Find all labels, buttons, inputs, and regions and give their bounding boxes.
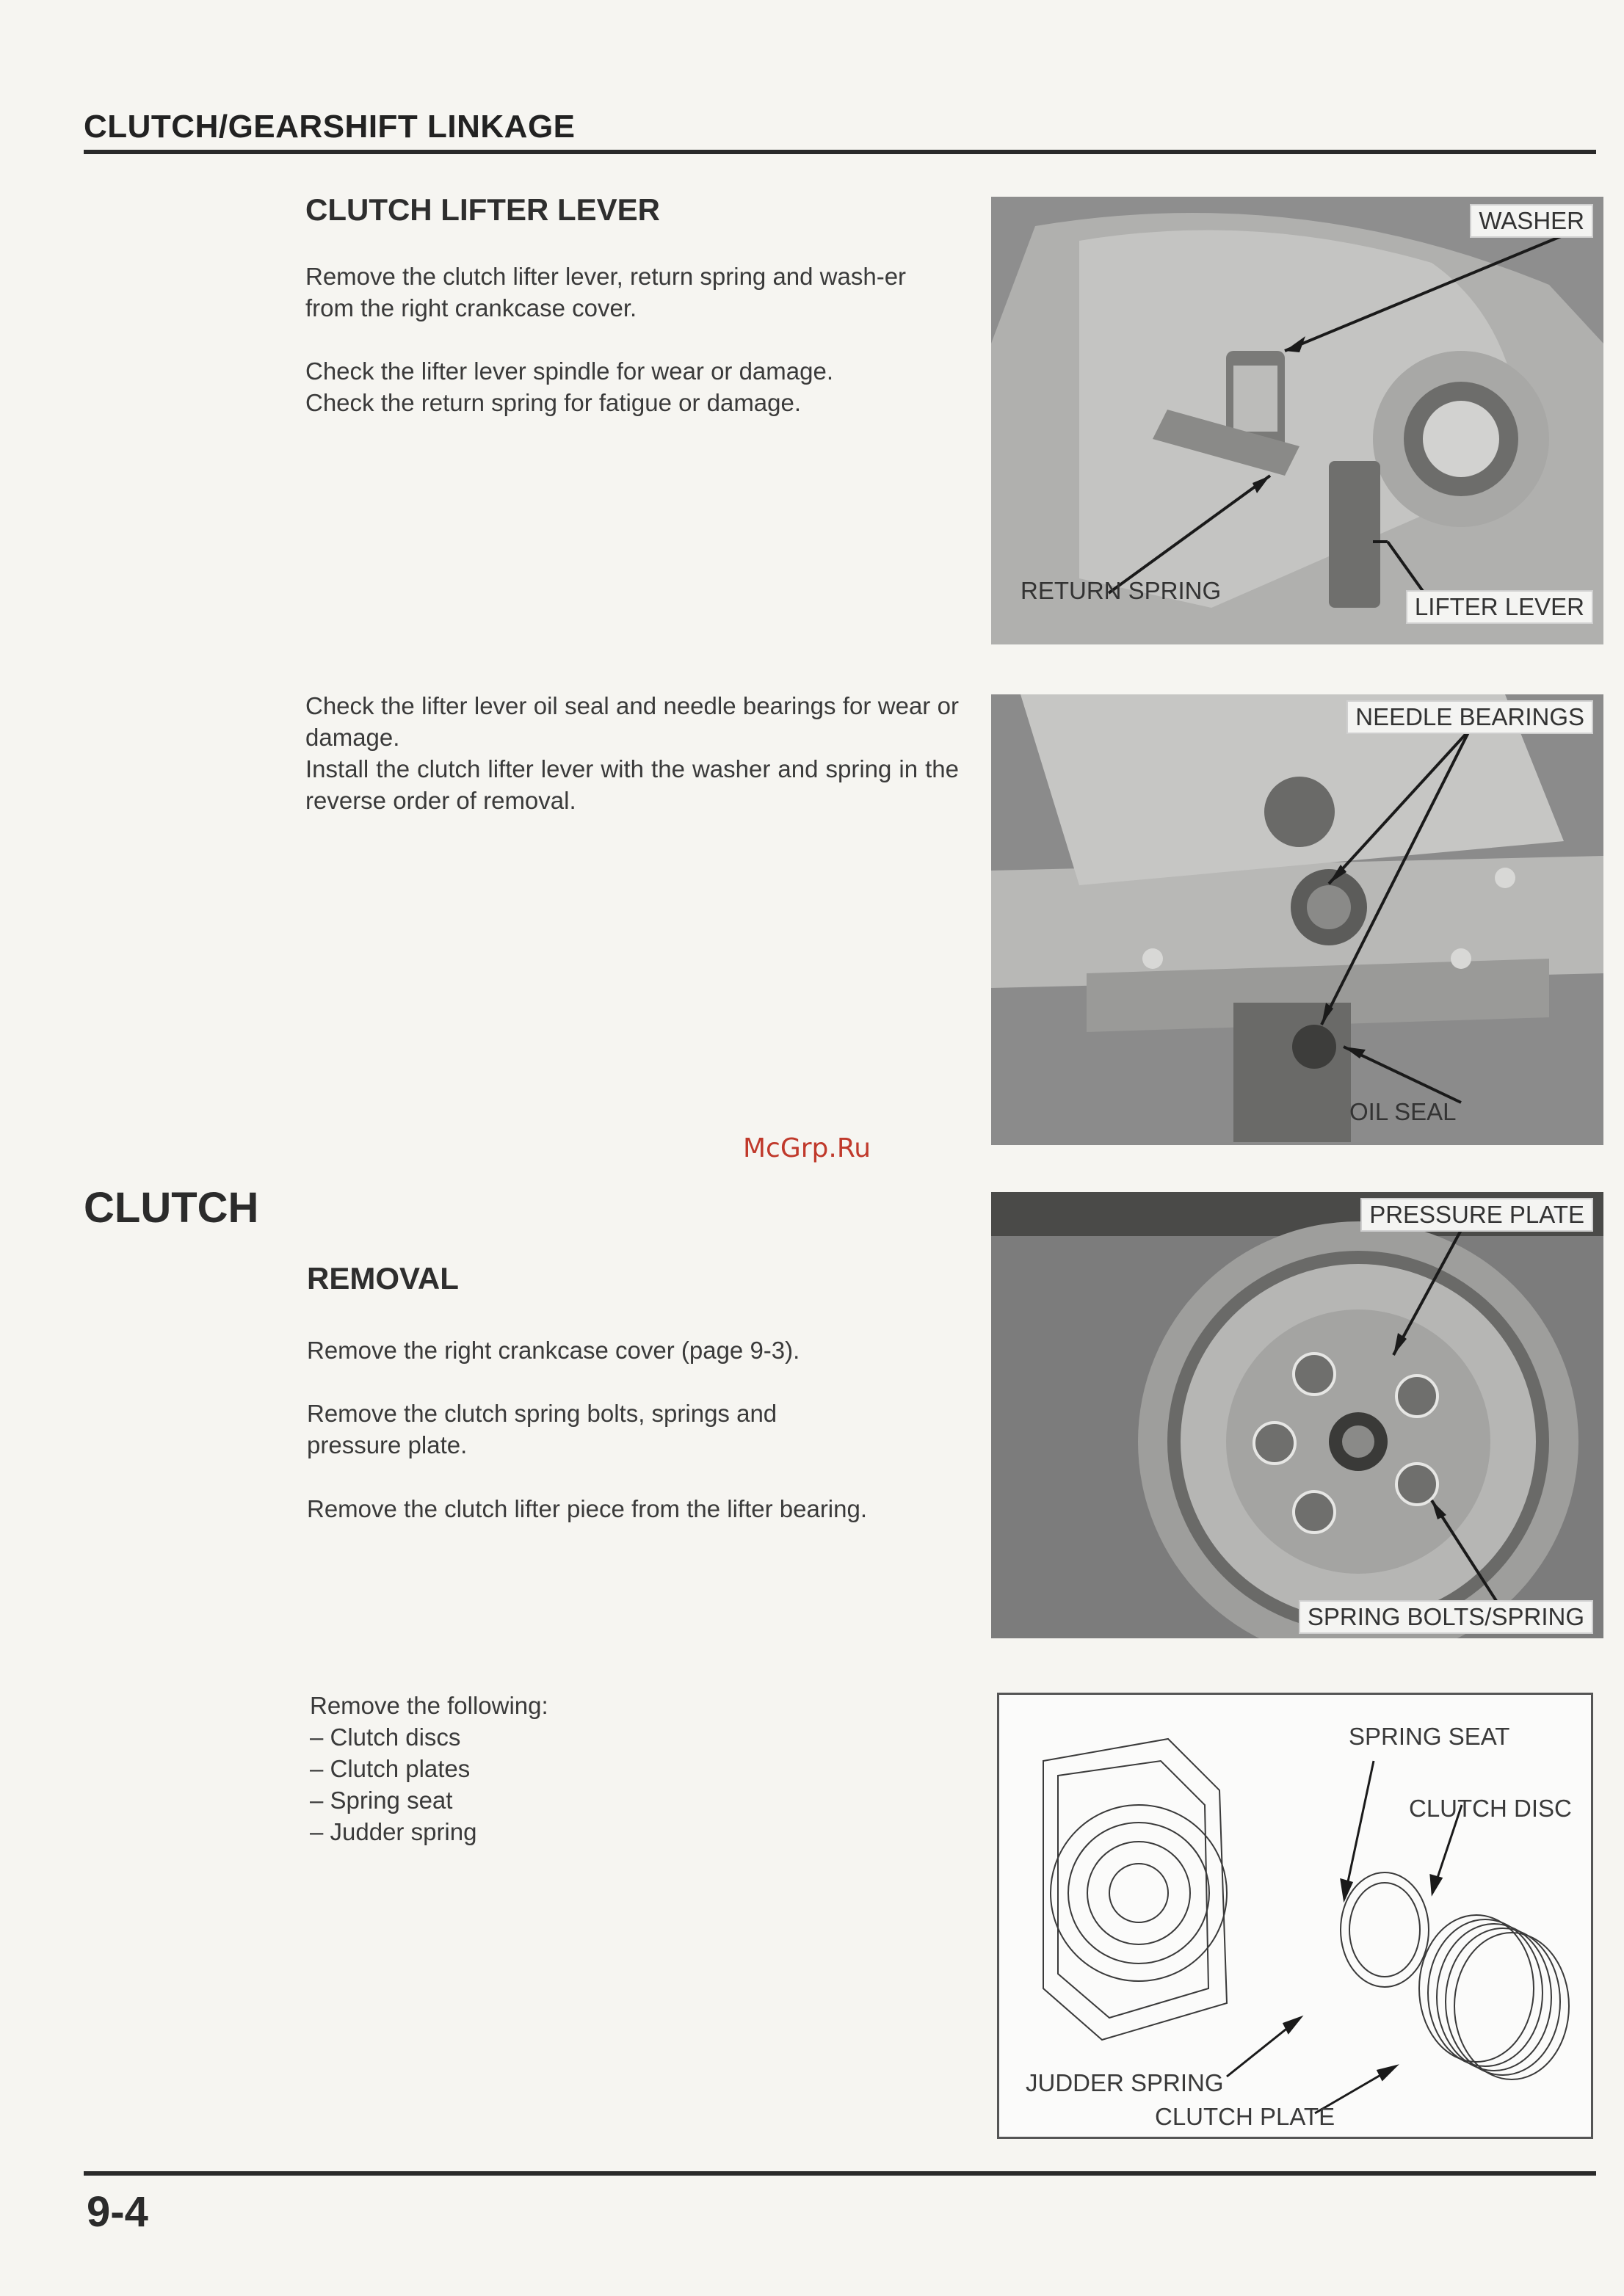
photo-lifter-lever xyxy=(991,197,1603,644)
clutch-exploded-diagram xyxy=(997,1693,1593,2139)
callout-oil-seal: OIL SEAL xyxy=(1349,1098,1457,1125)
removal-title: REMOVAL xyxy=(307,1261,459,1296)
callout-needle-bearings: NEEDLE BEARINGS xyxy=(1346,700,1593,734)
lifter-title: CLUTCH LIFTER LEVER xyxy=(305,192,660,227)
label-judder-spring: JUDDER SPRING xyxy=(1026,2069,1224,2096)
label-spring-seat: SPRING SEAT xyxy=(1349,1723,1510,1750)
lifter-para-2b: Check the return spring for fatigue or damage. xyxy=(305,389,802,416)
label-clutch-disc: CLUTCH DISC xyxy=(1409,1795,1572,1822)
photo-needle-bearings xyxy=(991,694,1603,1145)
photo-pressure-plate xyxy=(991,1192,1603,1638)
callout-washer: WASHER xyxy=(1470,204,1593,238)
callout-return-spring: RETURN SPRING xyxy=(1021,577,1222,604)
clutch-title: CLUTCH xyxy=(84,1184,259,1232)
lifter-para-3b: Install the clutch lifter lever with the washer and spring in the reverse order of removal. xyxy=(305,755,959,814)
removal-step-2: Remove the clutch spring bolts, springs and pressure plate. xyxy=(307,1400,777,1458)
page-number: 9-4 xyxy=(87,2188,148,2236)
photo-pressure-plate-graphic xyxy=(991,1192,1603,1638)
list-item: – Judder spring xyxy=(310,1818,477,1845)
callout-lifter-lever: LIFTER LEVER xyxy=(1406,590,1593,624)
watermark: McGrp.Ru xyxy=(743,1133,871,1163)
removal-list xyxy=(310,1690,548,1848)
section-header: CLUTCH/GEARSHIFT LINKAGE xyxy=(84,109,576,145)
lifter-para-1 xyxy=(305,261,959,324)
list-intro: Remove the following: xyxy=(310,1692,548,1719)
removal-step-1: Remove the right crankcase cover (page 9-3). xyxy=(307,1337,800,1364)
callout-spring-bolts: SPRING BOLTS/SPRING xyxy=(1299,1600,1593,1634)
lifter-para-2 xyxy=(305,355,959,418)
callout-pressure-plate: PRESSURE PLATE xyxy=(1360,1198,1593,1232)
footer-rule xyxy=(84,2171,1596,2176)
list-item: – Clutch discs xyxy=(310,1723,461,1751)
photo-needle-bearings-graphic xyxy=(991,694,1603,1145)
list-item: – Clutch plates xyxy=(310,1755,471,1782)
removal-step-3: Remove the clutch lifter piece from the lifter bearing. xyxy=(307,1495,868,1522)
header-rule xyxy=(84,150,1596,154)
label-clutch-plate: CLUTCH PLATE xyxy=(1155,2103,1335,2130)
lifter-para-3a: Check the lifter lever oil seal and needle bearings for wear or damage. xyxy=(305,692,959,751)
lifter-para-3 xyxy=(305,690,959,816)
lifter-para-2a: Check the lifter lever spindle for wear or damage. xyxy=(305,357,834,385)
list-item: – Spring seat xyxy=(310,1787,453,1814)
lifter-para-1-text: Remove the clutch lifter lever, return spring and wash-er from the right crankcase cover. xyxy=(305,263,907,321)
